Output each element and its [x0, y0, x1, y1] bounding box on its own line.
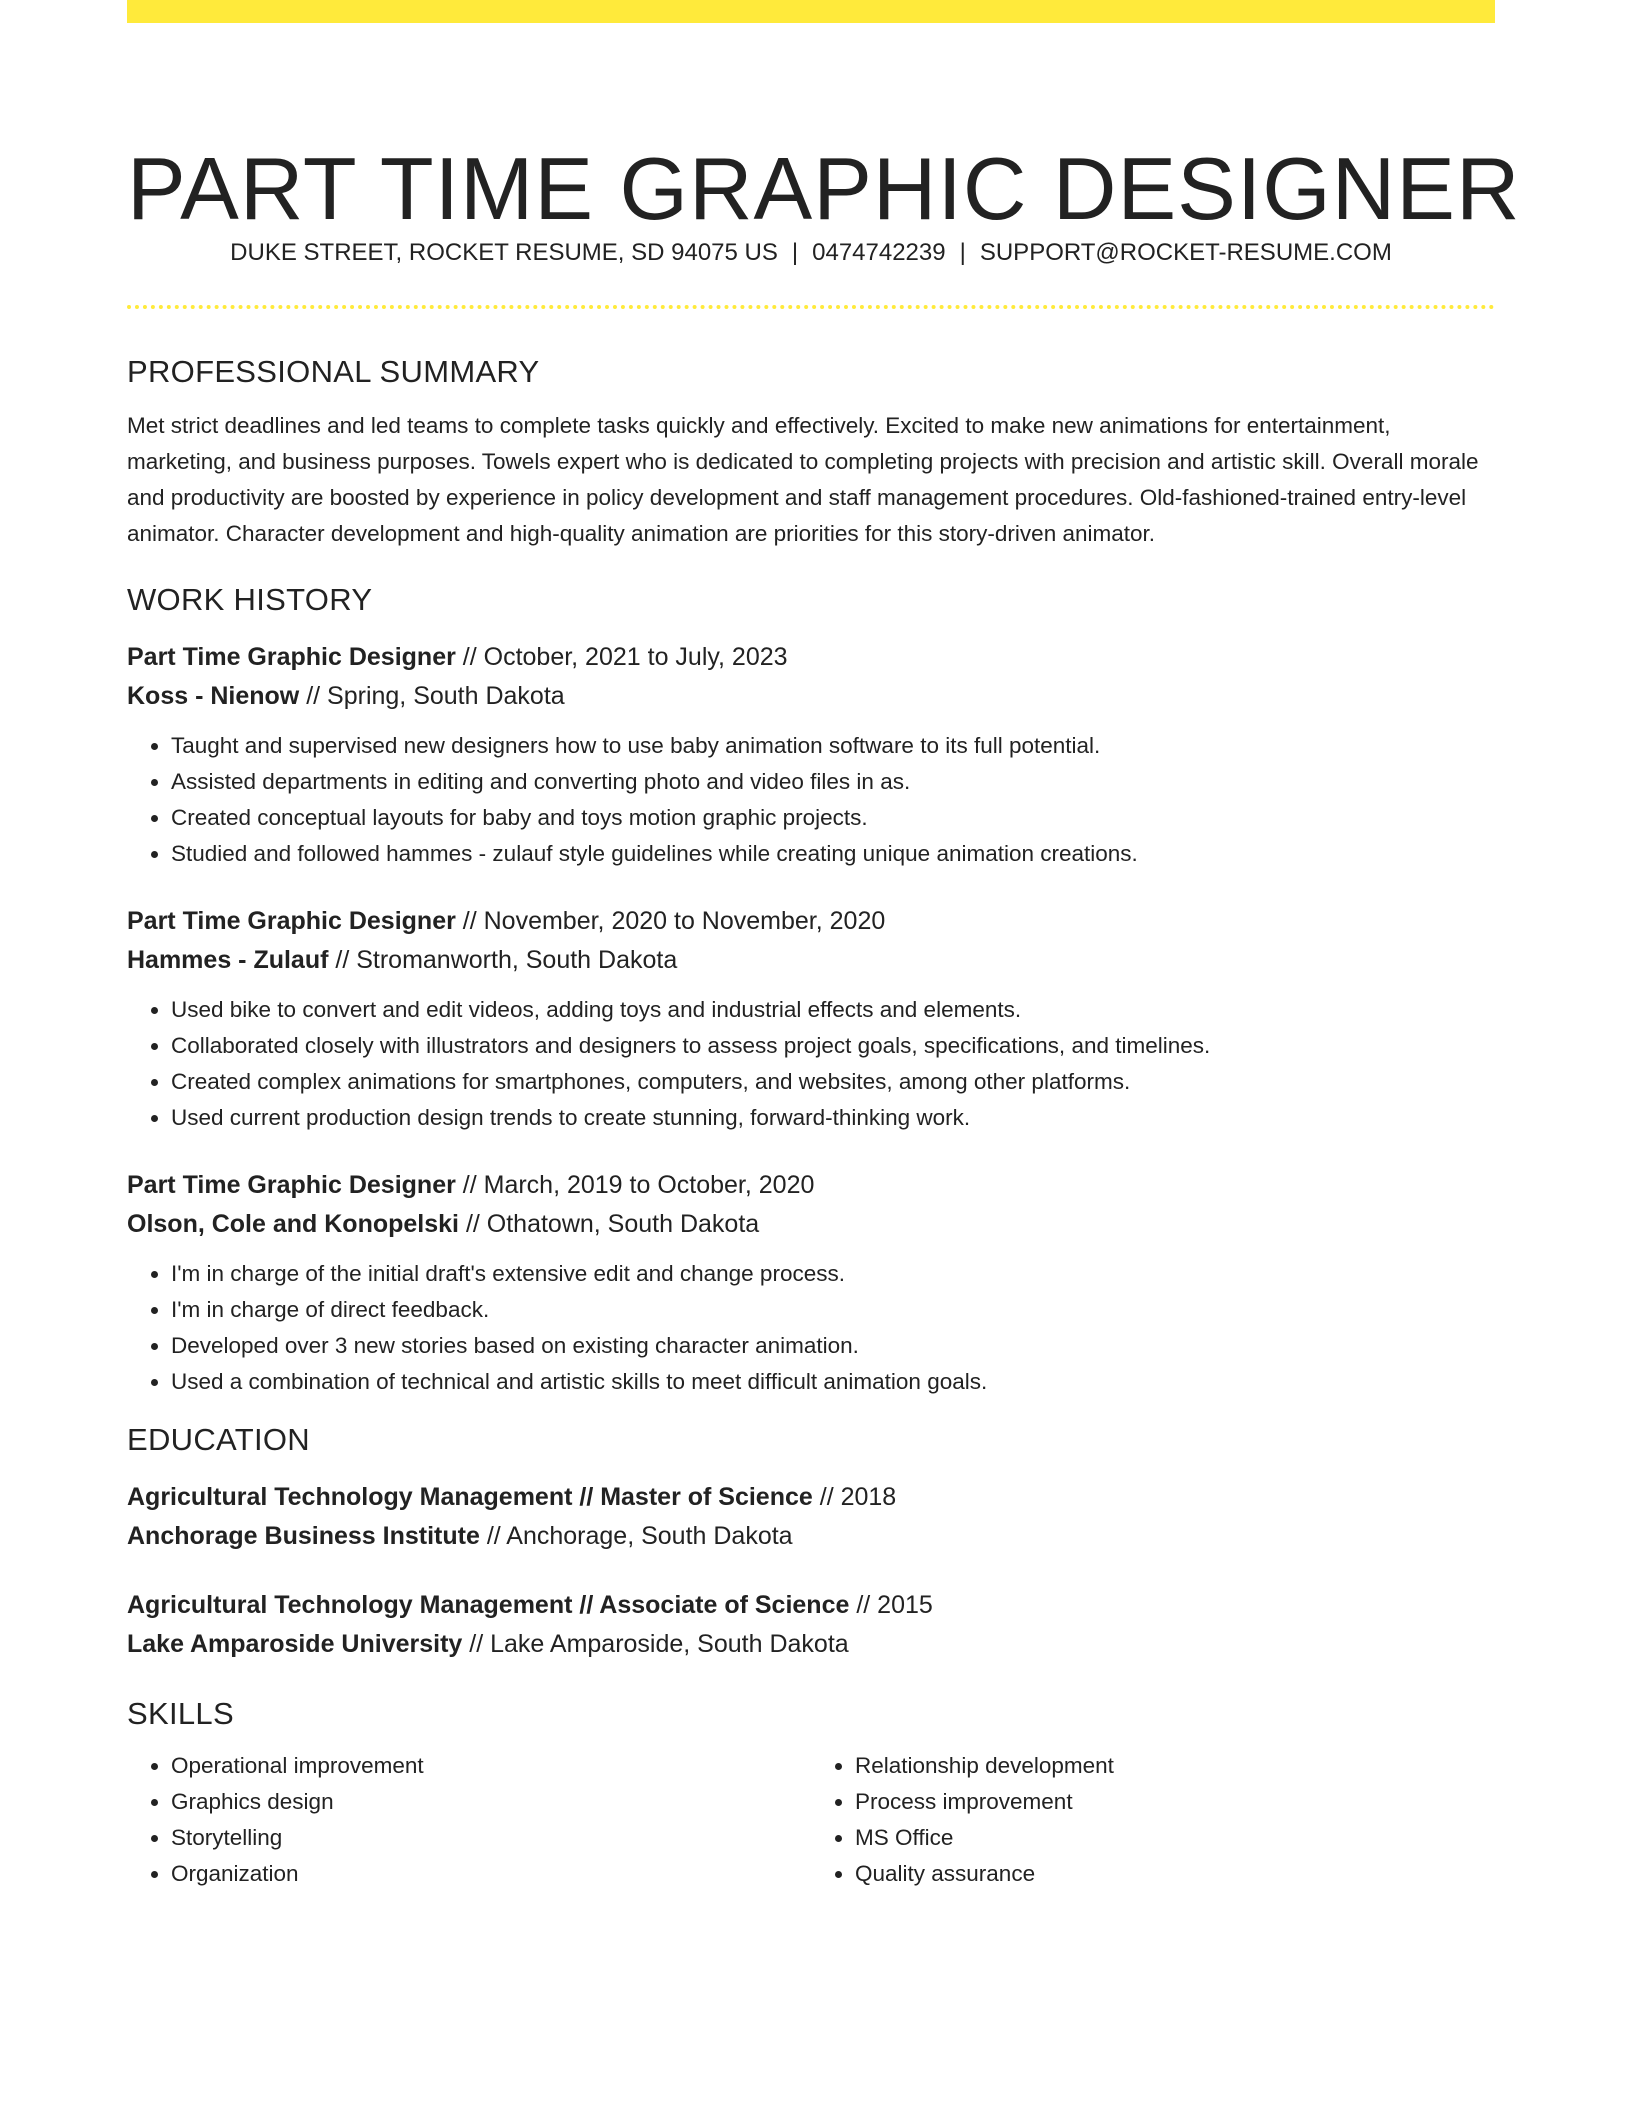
job-bullet: • Created complex animations for smartphones, computers, and websites, among other platforms. [171, 1064, 1495, 1100]
summary-text: Met strict deadlines and led teams to complete tasks quickly and effectively. Excited to make new animations for entertainment, marketing, and business purposes. Towels expert who is dedicated to completing projects with precision and artistic skill. Overall morale and productivity are boosted by experience in policy development and staff management procedures. Old-fashioned-trained entry-level animator. Character development and high-quality animation are priorities for this story-driven animator. [127, 413, 1479, 546]
job-bullet: • Assisted departments in editing and converting photo and video files in as. [171, 764, 1495, 800]
job-bullet: • Developed over 3 new stories based on existing character animation. [171, 1328, 1495, 1364]
header-divider [127, 305, 1495, 309]
skill-item: • Quality assurance [855, 1856, 1495, 1892]
education-degree-line [127, 1586, 1495, 1625]
skill-item: • Graphics design [171, 1784, 811, 1820]
resume-body [127, 352, 1495, 1892]
education-degree-line [127, 1478, 1495, 1517]
job-bullet: • Studied and followed hammes - zulauf style guidelines while creating unique animation creations. [171, 836, 1495, 872]
job-dates: // November, 2020 to November, 2020 [462, 907, 886, 935]
job-company: Olson, Cole and Konopelski [127, 1210, 459, 1238]
job-bullet: • Used bike to convert and edit videos, adding toys and industrial effects and elements. [171, 992, 1495, 1028]
education-entry [127, 1586, 1495, 1664]
education-school-line [127, 1625, 1495, 1664]
skill-item: • Organization [171, 1856, 811, 1892]
job-company-line [127, 677, 1495, 716]
education-degree: Agricultural Technology Management // Master of Science [127, 1483, 813, 1511]
job-bullet: • Used current production design trends to create stunning, forward-thinking work. [171, 1100, 1495, 1136]
professional-summary-section [127, 352, 1495, 552]
education-year: // 2018 [819, 1483, 897, 1511]
job-location: // Spring, South Dakota [306, 682, 565, 710]
job-bullets [127, 992, 1495, 1136]
skill-item: • Operational improvement [171, 1748, 811, 1784]
resume-title: PART TIME GRAPHIC DESIGNER [127, 138, 1521, 238]
job-title-line [127, 1166, 1495, 1205]
job-location: // Othatown, South Dakota [465, 1210, 760, 1238]
job-company: Koss - Nienow [127, 682, 300, 710]
contact-separator: | [791, 239, 799, 266]
contact-phone: 0474742239 [812, 239, 946, 266]
education-school: Lake Amparoside University [127, 1630, 463, 1658]
contact-address: DUKE STREET, ROCKET RESUME, SD 94075 US [230, 239, 778, 266]
skill-item: • MS Office [855, 1820, 1495, 1856]
skill-item: • Storytelling [171, 1820, 811, 1856]
education-entry [127, 1478, 1495, 1556]
education-section [127, 1420, 1495, 1664]
job-title-line [127, 638, 1495, 677]
job-location: // Stromanworth, South Dakota [335, 946, 678, 974]
education-school-line [127, 1517, 1495, 1556]
contact-line [127, 238, 1495, 268]
section-title-work: WORK HISTORY [127, 582, 373, 617]
job-dates: // March, 2019 to October, 2020 [462, 1171, 815, 1199]
skills-section [127, 1694, 1495, 1892]
skills-column-left [127, 1748, 811, 1892]
job-bullet: • I'm in charge of direct feedback. [171, 1292, 1495, 1328]
skill-item: • Relationship development [855, 1748, 1495, 1784]
accent-top-bar [127, 0, 1495, 23]
education-school: Anchorage Business Institute [127, 1522, 480, 1550]
job-entry [127, 638, 1495, 872]
job-bullet: • Created conceptual layouts for baby and toys motion graphic projects. [171, 800, 1495, 836]
section-title-education: EDUCATION [127, 1422, 310, 1457]
work-history-section [127, 580, 1495, 1400]
section-title-skills: SKILLS [127, 1696, 234, 1731]
contact-email: SUPPORT@ROCKET-RESUME.COM [979, 239, 1392, 266]
skills-column-right [811, 1748, 1495, 1892]
job-bullets [127, 728, 1495, 872]
skills-grid [127, 1748, 1495, 1892]
education-degree: Agricultural Technology Management // Associate of Science [127, 1591, 850, 1619]
job-company-line [127, 941, 1495, 980]
education-location: // Anchorage, South Dakota [486, 1522, 793, 1550]
skill-item: • Process improvement [855, 1784, 1495, 1820]
job-title-line [127, 902, 1495, 941]
education-year: // 2015 [856, 1591, 933, 1619]
job-role: Part Time Graphic Designer [127, 907, 456, 935]
job-bullet: • I'm in charge of the initial draft's extensive edit and change process. [171, 1256, 1495, 1292]
job-bullet: • Used a combination of technical and artistic skills to meet difficult animation goals. [171, 1364, 1495, 1400]
job-role: Part Time Graphic Designer [127, 1171, 456, 1199]
job-role: Part Time Graphic Designer [127, 643, 456, 671]
education-location: // Lake Amparoside, South Dakota [469, 1630, 849, 1658]
contact-separator: | [959, 239, 966, 266]
job-bullet: • Taught and supervised new designers how to use baby animation software to its full potential. [171, 728, 1495, 764]
section-title-summary: PROFESSIONAL SUMMARY [127, 354, 540, 389]
job-bullets [127, 1256, 1495, 1400]
job-company-line [127, 1205, 1495, 1244]
job-bullet: • Collaborated closely with illustrators and designers to assess project goals, specifications, and timelines. [171, 1028, 1495, 1064]
job-dates: // October, 2021 to July, 2023 [462, 643, 788, 671]
job-company: Hammes - Zulauf [127, 946, 329, 974]
job-entry [127, 1166, 1495, 1400]
job-entry [127, 902, 1495, 1136]
